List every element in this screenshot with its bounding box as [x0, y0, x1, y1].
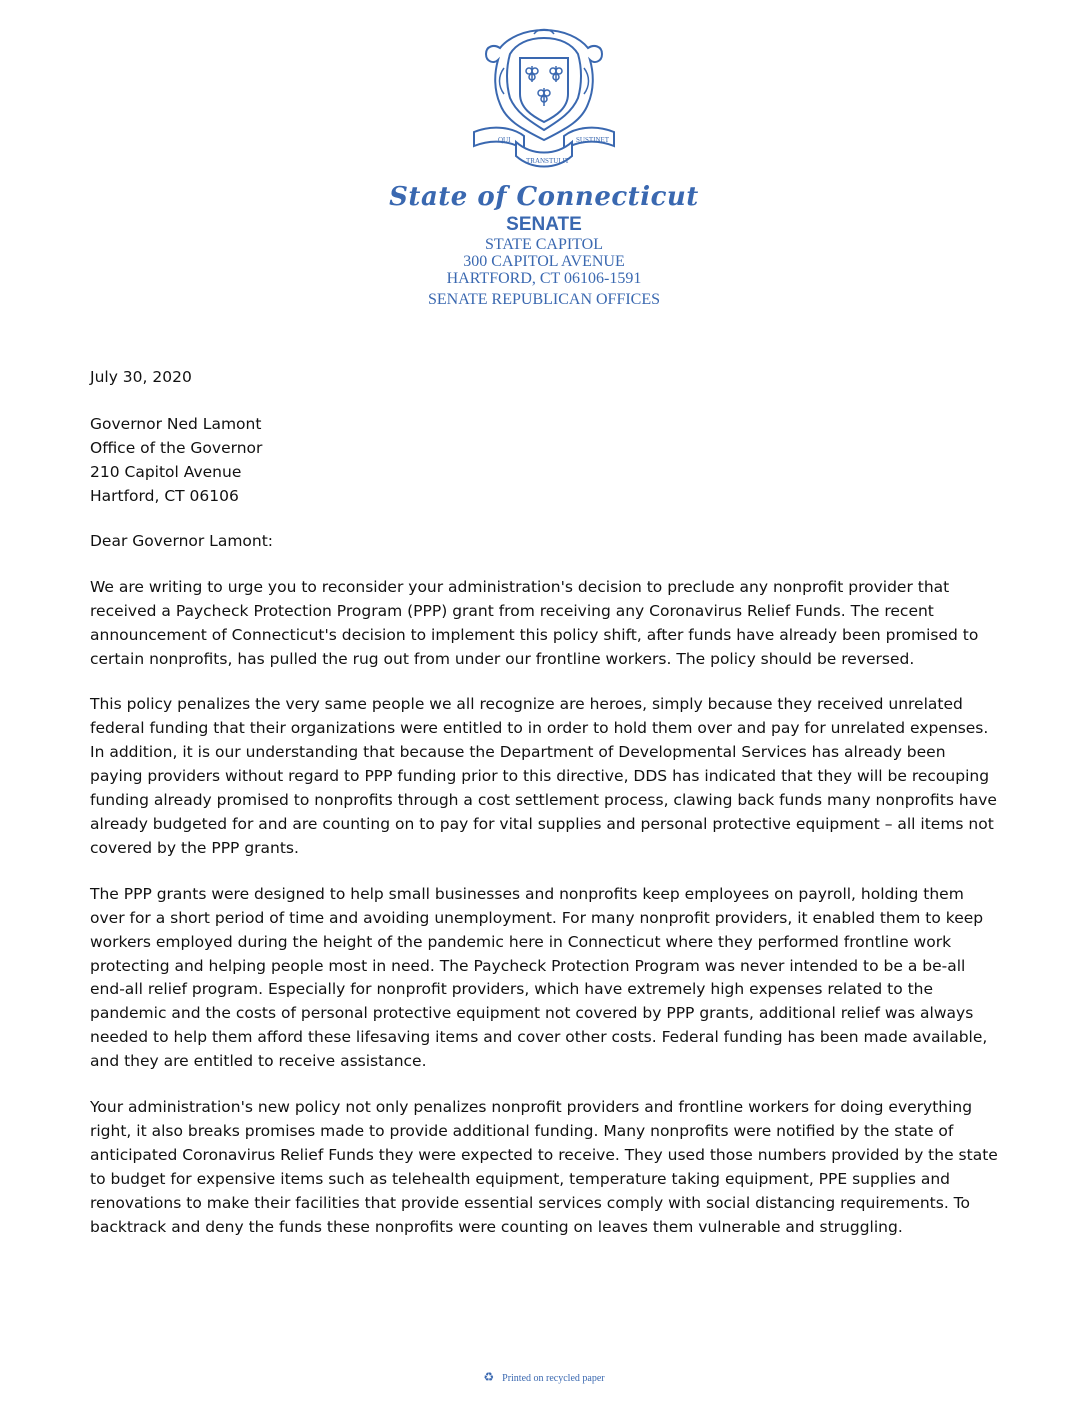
recipient-line-2: Office of the Governor — [90, 438, 263, 457]
address-line-2: 300 CAPITOL AVENUE — [463, 253, 625, 270]
recipient-line-4: Hartford, CT 06106 — [90, 486, 239, 505]
footer-text: Printed on recycled paper — [502, 1373, 605, 1384]
chamber-name: SENATE — [506, 214, 582, 235]
state-name: State of Connecticut — [389, 182, 699, 212]
motto-right: SUSTINET — [576, 136, 610, 144]
address-line-3: HARTFORD, CT 06106-1591 — [446, 270, 642, 287]
letter-date: July 30, 2020 — [90, 368, 192, 386]
recipient-line-3: 210 Capitol Avenue — [90, 462, 242, 481]
address-line-1: STATE CAPITOL — [485, 236, 603, 253]
letterhead — [0, 24, 1088, 308]
recipient-block — [90, 412, 1002, 508]
recipient-line-1: Governor Ned Lamont — [90, 414, 262, 433]
state-seal-icon — [464, 24, 624, 174]
letter-body — [90, 366, 1002, 1261]
footer — [0, 1370, 1088, 1385]
paragraph-2: This policy penalizes the very same people we all recognize are heroes, simply because they received unrelated federal funding that their organizations were entitled to in order to hold them over and pay for unrelated expenses. In addition, it is our understanding that because the Department of Developmental Services has already been paying providers without regard to PPP funding prior to this directive, DDS has indicated that they will be recouping funding already promised to nonprofits through a cost settlement process, clawing back funds many nonprofits have already budgeted for and are counting on to pay for vital supplies and personal protective equipment – all items not covered by the PPP grants. — [90, 695, 997, 857]
paragraph-3: The PPP grants were designed to help small businesses and nonprofits keep employees on payroll, holding them over for a short period of time and avoiding unemployment. For many nonprofit providers, it enabled them to keep workers employed during the height of the pandemic here in Connecticut where they performed frontline work protecting and helping people most in need. The Paycheck Protection Program was never intended to be a be-all end-all relief program. Especially for nonprofit providers, which have extremely high expenses related to the pandemic and the costs of personal protective equipment not covered by PPP grants, additional relief was always needed to help them afford these lifesaving items and cover other costs. Federal funding has been made available, and they are entitled to receive assistance. — [90, 884, 988, 1071]
recycle-icon: ♻ — [483, 1370, 495, 1384]
paragraph-1: We are writing to urge you to reconsider your administration's decision to preclude any nonprofit provider that received a Paycheck Protection Program (PPP) grant from receiving any Coronavirus Relief Funds. The recent announcement of Connecticut's decision to implement this policy shift, after funds have already been promised to certain nonprofits, has pulled the rug out from under our frontline workers. The policy should be reversed. — [90, 577, 979, 668]
motto-left: QUI — [498, 136, 511, 144]
motto-middle: TRANSTULIT — [526, 157, 570, 165]
paragraph-4: Your administration's new policy not only penalizes nonprofit providers and frontline workers for doing everything right, it also breaks promises made to provide additional funding. Many nonprofits were notified by the state of anticipated Coronavirus Relief Funds they were expected to receive. They used those numbers provided by the state to budget for expensive items such as telehealth equipment, temperature taking equipment, PPE supplies and renovations to make their facilities that provide essential services comply with social distancing requirements. To backtrack and deny the funds these nonprofits were counting on leaves them vulnerable and struggling. — [90, 1098, 998, 1236]
office-name: SENATE REPUBLICAN OFFICES — [427, 291, 661, 308]
salutation: Dear Governor Lamont: — [90, 531, 274, 550]
